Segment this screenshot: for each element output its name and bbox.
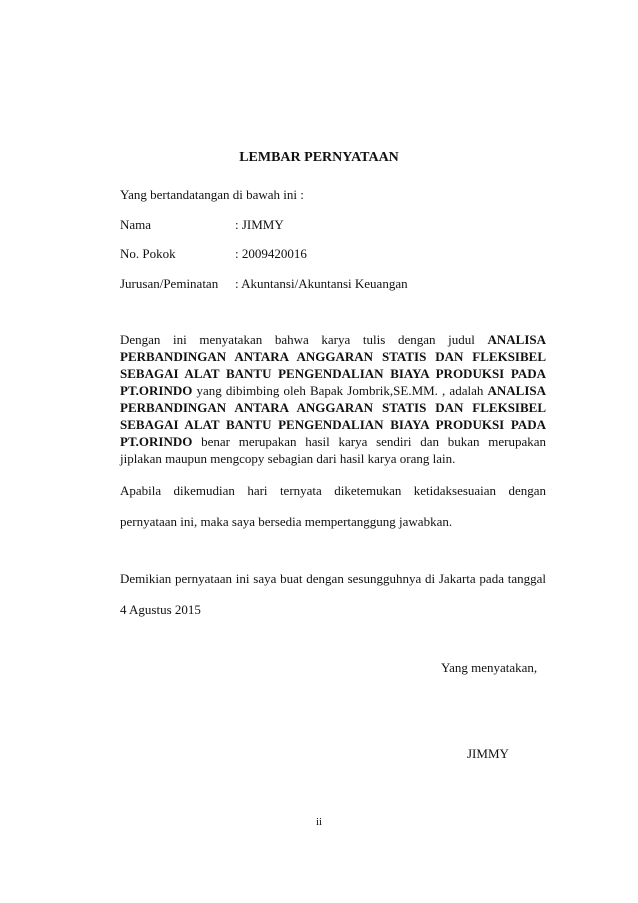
field-label-jurusan: Jurusan/Peminatan [120,276,219,291]
signature-name: JIMMY [467,746,509,761]
consequence-line-1: Apabila dikemudian hari ternyata diketemukan ketidaksesuaian dengan [120,483,546,498]
field-value-jurusan: : Akuntansi/Akuntansi Keuangan [235,276,408,291]
statement-part-2: yang dibimbing oleh Bapak Jombrik,SE.MM. , adalah [192,383,488,398]
statement-part-3: benar merupakan hasil karya sendiri dan bukan merupakan jiplakan maupun mengcopy sebagian dari hasil karya orang lain. [120,434,546,466]
field-value-nama: : JIMMY [235,217,284,232]
page-number: ii [315,816,323,828]
field-value-no-pokok: : 2009420016 [235,246,307,261]
closing-line-1: Demikian pernyataan ini saya buat dengan sesungguhnya di Jakarta pada tanggal [120,571,546,586]
signature-label: Yang menyatakan, [441,660,538,675]
thesis-title-2: ANALISA PERBANDINGAN ANTARA ANGGARAN STATIS DAN FLEKSIBEL SEBAGAI ALAT BANTU PENGENDALIAN BIAYA PRODUKSI PADA PT.ORINDO [120,383,546,449]
consequence-line-2: pernyataan ini, maka saya bersedia mempertanggung jawabkan. [120,514,453,529]
field-label-no-pokok: No. Pokok [120,246,176,261]
intro-text: Yang bertandatangan di bawah ini : [120,187,304,202]
statement-paragraph [120,331,546,467]
statement-part-1: Dengan ini menyatakan bahwa karya tulis dengan judul [120,332,488,347]
page-title: LEMBAR PERNYATAAN [239,150,399,165]
closing-date: 4 Agustus 2015 [120,602,201,617]
thesis-title-1: ANALISA PERBANDINGAN ANTARA ANGGARAN STATIS DAN FLEKSIBEL SEBAGAI ALAT BANTU PENGENDALIAN BIAYA PRODUKSI PADA PT.ORINDO [120,332,546,398]
field-label-nama: Nama [120,217,152,232]
